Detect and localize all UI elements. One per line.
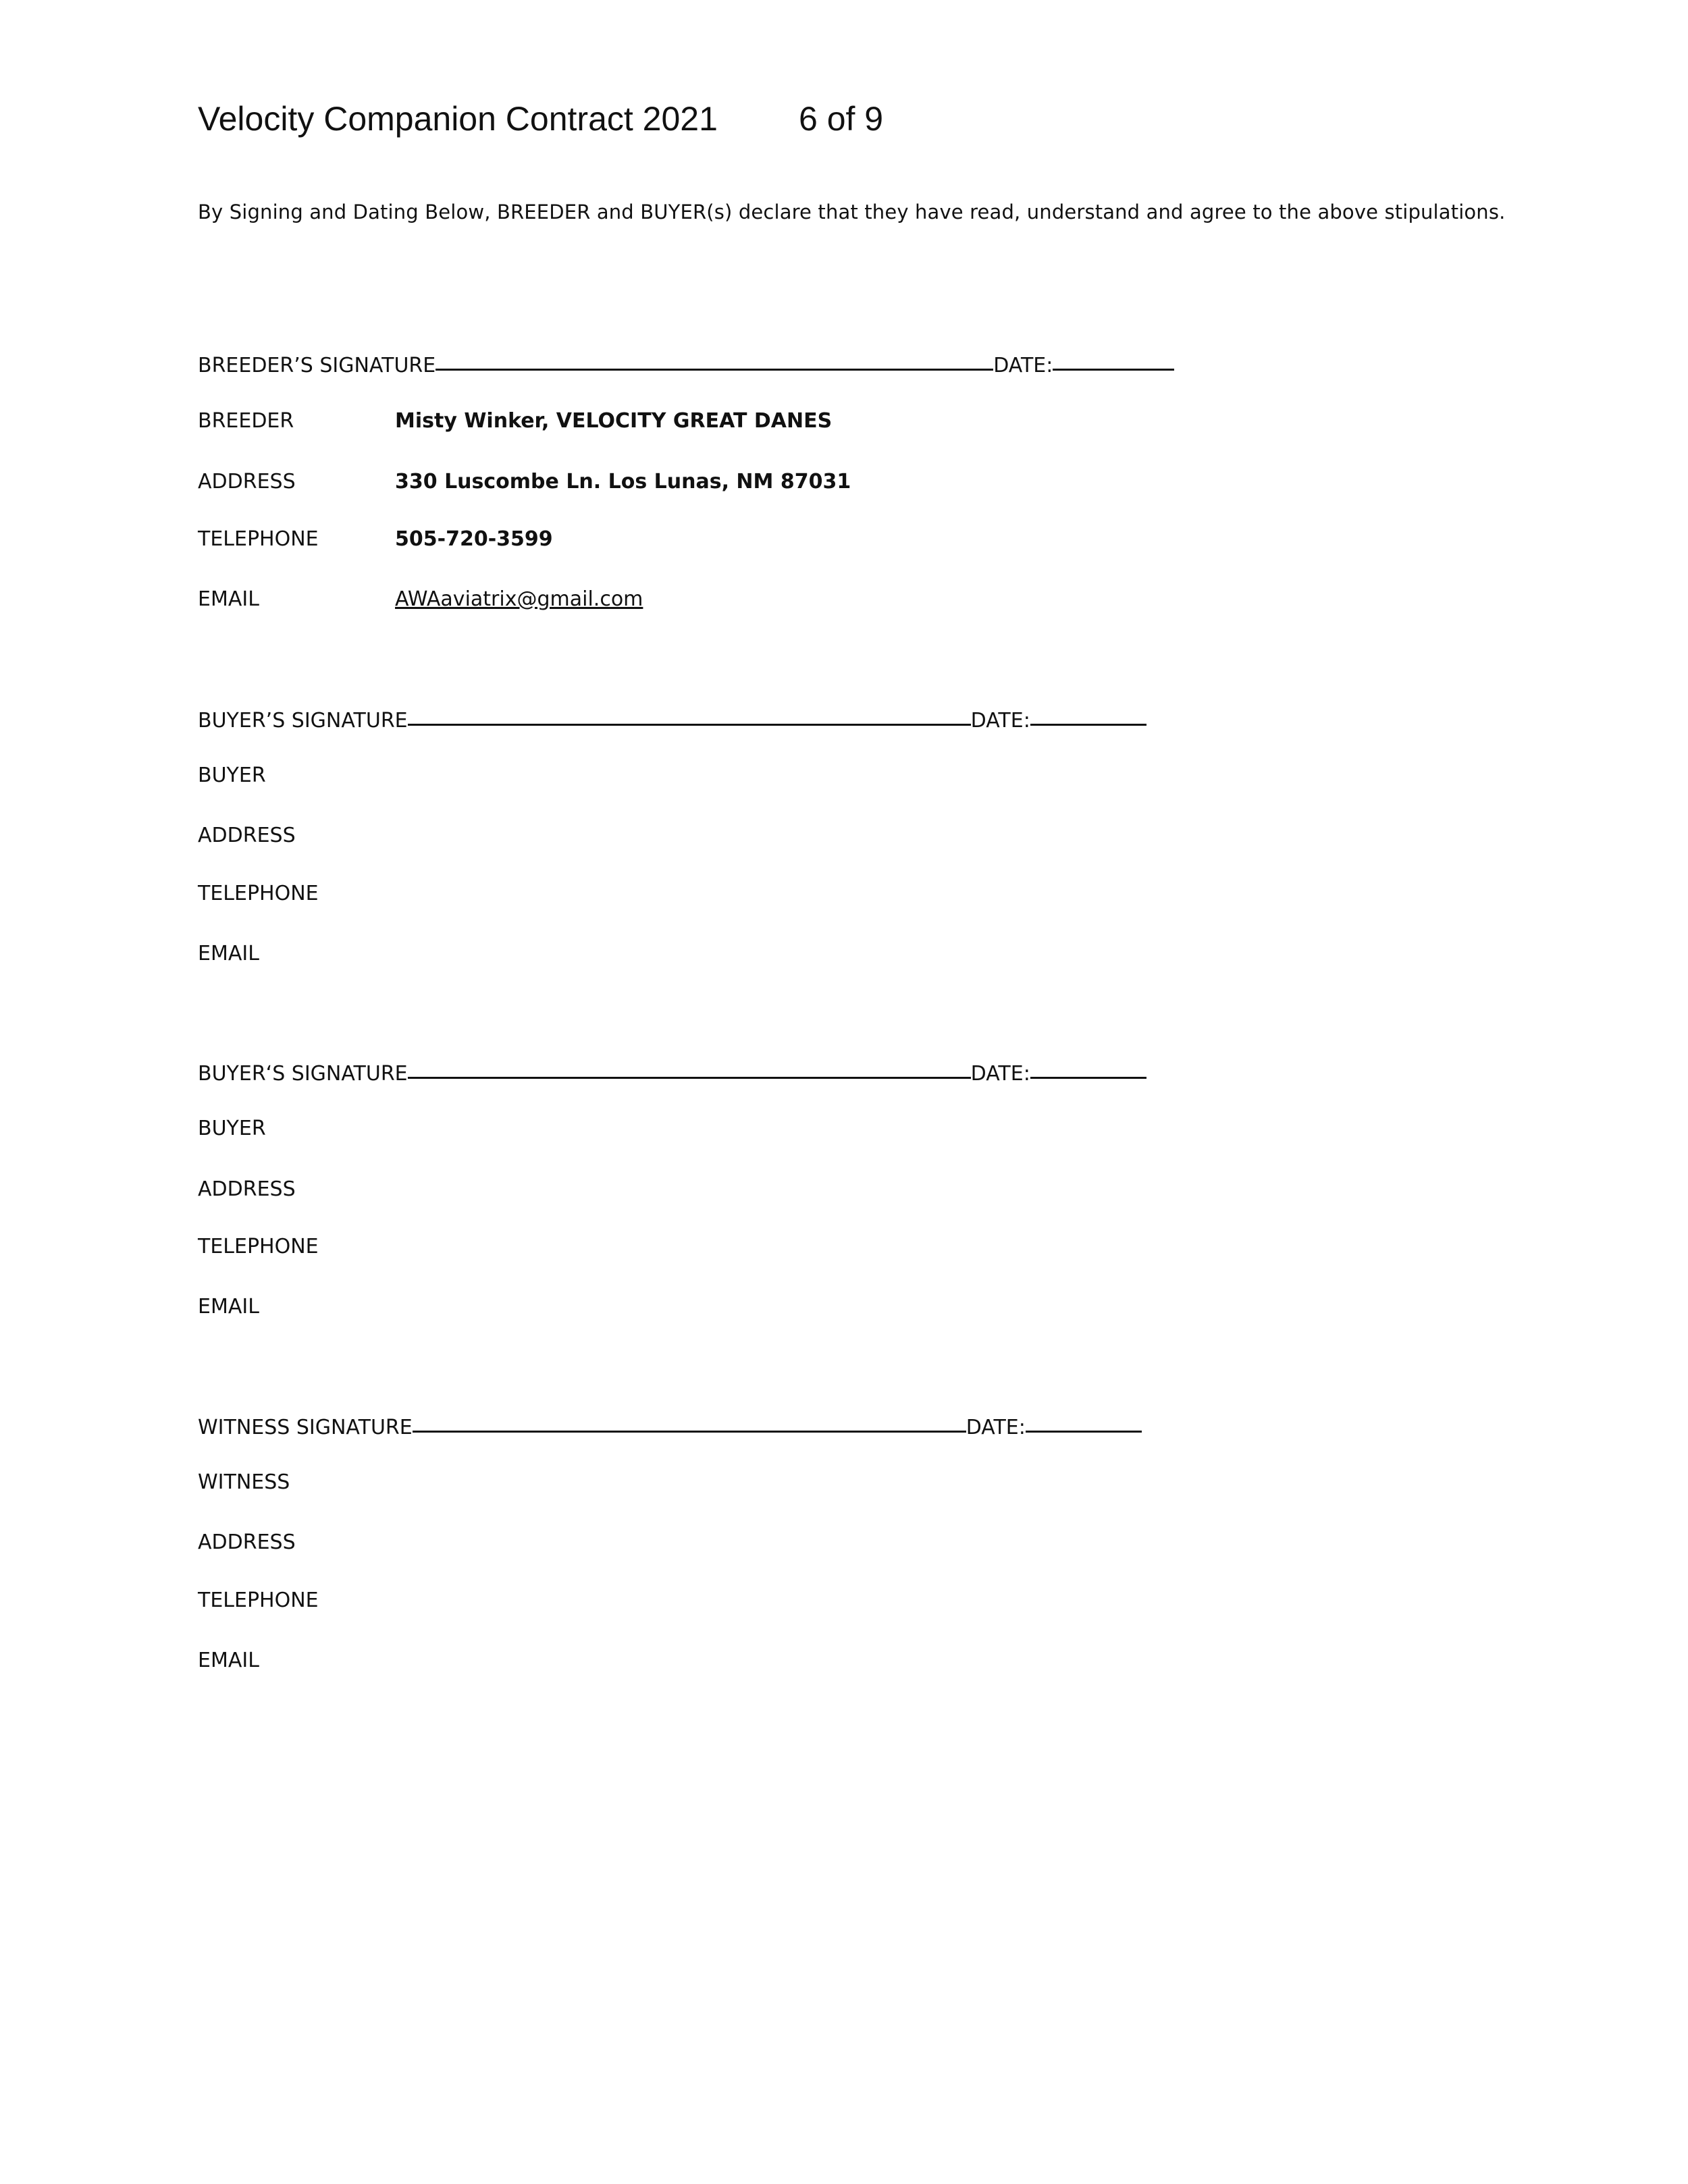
breeder-telephone-label: TELEPHONE [198, 527, 319, 551]
buyer2-signature-label: BUYER‘S SIGNATURE [198, 1062, 408, 1086]
breeder-date-line[interactable] [1053, 348, 1174, 371]
witness-email-label: EMAIL [198, 1649, 259, 1672]
buyer2-date-line[interactable] [1030, 1057, 1146, 1079]
breeder-telephone-row [198, 526, 1143, 553]
buyer2-email-label: EMAIL [198, 1295, 259, 1319]
document-title: Velocity Companion Contract 2021 [198, 100, 718, 138]
buyer1-signature-line[interactable] [408, 703, 971, 726]
breeder-telephone: 505-720-3599 [395, 527, 553, 551]
witness-telephone-label: TELEPHONE [198, 1589, 319, 1612]
buyer1-date-line[interactable] [1030, 703, 1146, 726]
buyer1-signature-label: BUYER’S SIGNATURE [198, 709, 408, 733]
witness-signature-row [198, 1412, 1142, 1439]
breeder-email-link[interactable]: AWAaviatrix@gmail.com [395, 587, 643, 611]
breeder-email-label: EMAIL [198, 587, 259, 611]
page-number: 6 of 9 [799, 100, 884, 138]
buyer2-address-label: ADDRESS [198, 1177, 296, 1201]
buyer2-signature-row [198, 1058, 1146, 1085]
buyer1-label: BUYER [198, 764, 266, 787]
witness-label: WITNESS [198, 1470, 290, 1494]
witness-signature-label: WITNESS SIGNATURE [198, 1416, 413, 1439]
buyer1-signature-row [198, 705, 1146, 732]
breeder-signature-row [198, 350, 1174, 377]
breeder-email-row [198, 586, 1143, 613]
breeder-name-row [198, 408, 1143, 435]
witness-signature-line[interactable] [413, 1410, 966, 1433]
breeder-signature-line[interactable] [436, 348, 993, 371]
witness-date-line[interactable] [1026, 1410, 1142, 1433]
buyer2-signature-line[interactable] [408, 1057, 971, 1079]
breeder-name: Misty Winker, VELOCITY GREAT DANES [395, 409, 833, 433]
buyer2-label: BUYER [198, 1117, 266, 1140]
buyer1-telephone-label: TELEPHONE [198, 882, 319, 905]
witness-address-label: ADDRESS [198, 1530, 296, 1554]
buyer1-date-label: DATE: [970, 709, 1030, 733]
buyer2-telephone-label: TELEPHONE [198, 1235, 319, 1258]
breeder-label: BREEDER [198, 409, 294, 433]
breeder-address-label: ADDRESS [198, 470, 296, 494]
buyer2-date-label: DATE: [970, 1062, 1030, 1086]
breeder-signature-label: BREEDER’S SIGNATURE [198, 354, 436, 377]
buyer1-address-label: ADDRESS [198, 824, 296, 847]
witness-date-label: DATE: [966, 1416, 1026, 1439]
breeder-address: 330 Luscombe Ln. Los Lunas, NM 87031 [395, 470, 851, 494]
declaration-text: By Signing and Dating Below, BREEDER and BUYER(s) declare that they have read, understand and agree to the above stipulations. [198, 201, 1506, 223]
breeder-address-row [198, 469, 1143, 496]
buyer1-email-label: EMAIL [198, 942, 259, 965]
breeder-date-label: DATE: [993, 354, 1053, 377]
